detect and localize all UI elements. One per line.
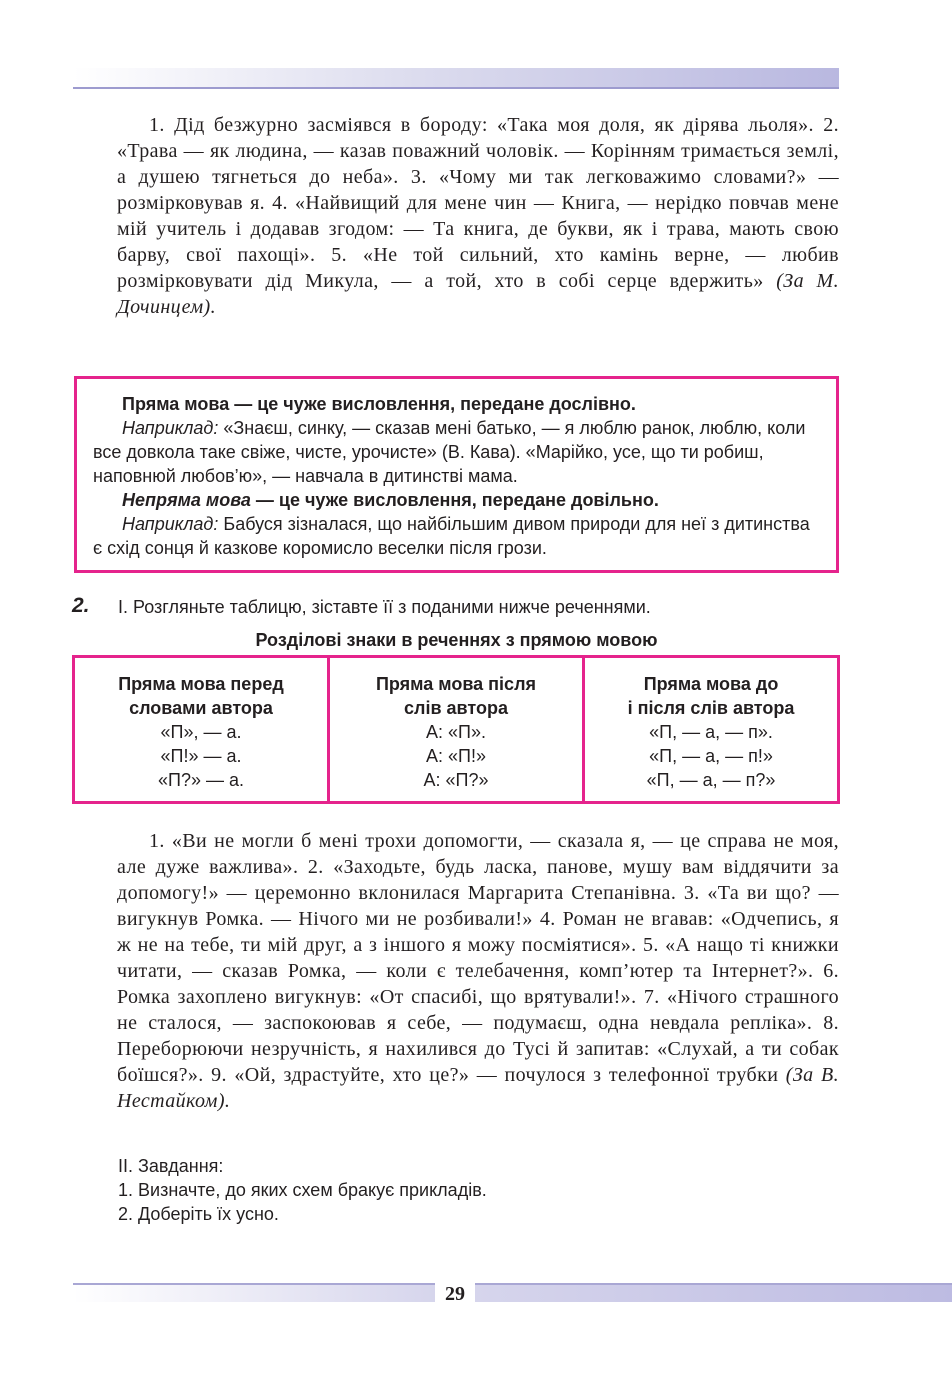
scheme-column-before <box>74 657 329 803</box>
scheme-pattern: «П, — а, — п?» <box>646 770 776 790</box>
indirect-speech-definition <box>93 488 820 512</box>
example-label: Наприклад: <box>122 418 219 438</box>
table-row <box>74 657 839 803</box>
indirect-speech-example <box>93 512 820 560</box>
footer-decor-bar-right <box>475 1283 952 1302</box>
scheme-pattern: «П», — а. <box>160 722 242 742</box>
scheme-column-around <box>584 657 839 803</box>
exercise-1-text <box>117 112 839 320</box>
scheme-pattern: «П!» — а. <box>160 746 242 766</box>
punctuation-scheme-table <box>72 655 840 804</box>
column-heading-line-2: і після слів автора <box>627 698 795 718</box>
scheme-pattern: А: «П!» <box>426 746 486 766</box>
table-title: Розділові знаки в реченнях з прямою мовою <box>255 630 658 650</box>
column-heading <box>334 672 578 720</box>
indirect-def-rest: — це чуже висловлення, передане довільно. <box>250 490 659 510</box>
exercise-2-sentences <box>117 828 839 1114</box>
indirect-speech-term: Непряма мова <box>122 490 251 510</box>
scheme-pattern: «П, — а, — п». <box>649 722 773 742</box>
exercise-number: 2. <box>72 594 90 617</box>
column-heading-line-2: слів автора <box>404 698 508 718</box>
scheme-pattern: А: «П». <box>426 722 486 742</box>
task-list <box>118 1154 487 1226</box>
scheme-column-after <box>329 657 584 803</box>
scheme-pattern: «П, — а, — п!» <box>649 746 773 766</box>
page-number: 29 <box>445 1283 465 1305</box>
column-heading-line-1: Пряма мова перед <box>118 674 284 694</box>
column-heading-line-2: словами автора <box>129 698 273 718</box>
indirect-example-text: Бабуся зізналася, що найбільшим дивом природи для неї з дитинства є схід сонця й казкове коромисло веселки після грози. <box>93 514 810 558</box>
column-heading <box>79 672 323 720</box>
header-decor-bar <box>73 68 839 89</box>
task-item: 2. Доберіть їх усно. <box>118 1204 279 1224</box>
column-heading-line-1: Пряма мова після <box>375 674 537 694</box>
exercise-2-source: (За В. Нестайком). <box>117 1064 839 1112</box>
footer-decor-bar-left <box>73 1283 435 1302</box>
exercise-instruction: І. Розгляньте таблицю, зіставте її з поданими нижче реченнями. <box>118 597 651 617</box>
column-heading-line-1: Пряма мова до <box>643 674 779 694</box>
scheme-pattern: А: «П?» <box>423 770 489 790</box>
exercise-1-source: (За М. Дочинцем). <box>117 270 839 318</box>
task-heading: ІІ. Завдання: <box>118 1156 224 1176</box>
exercise-2-body: 1. «Ви не могли б мені трохи допомогти, — сказала я, — це справа не моя, але дуже важлива». 2. «Заходьте, будь ласка, панове, мушу вам віддячити за допомогу!» — церемонно вклонилася Маргарита Степанівна. 3. «Та ви що? — вигукнув Ромка. — Нічого ми не розбивали!» 4. Роман не вгавав: «Одчепись, я ж не на тебе, ти мій друг, а з іншого я можу посміятися». 5. «А нащо ті книжки читати, — сказав Ромка, — коли є телебачення, комп’ютер та Інтернет?». 6. Ромка захоплено вигукнув: «От спасибі, що врятували!». 7. «Нічого страшного не сталося, — заспокоював я себе, — подумаєш, одна невдала репліка». 8. Переборюючи незручність, я нахилився до Тусі й запитав: «Слухай, а ти собак боїшся?». 9. «Ой, здрастуйте, хто це?» — почулося з телефонної трубки <box>117 830 839 1086</box>
direct-speech-definition: Пряма мова — це чуже висловлення, передане дослівно. <box>122 394 636 414</box>
scheme-pattern: «П?» — а. <box>158 770 244 790</box>
direct-example-text: «Знаєш, синку, — сказав мені батько, — я люблю ранок, люблю, коли все довкола таке свіже, чисте, урочисте» (В. Кава). «Марійко, усе, що ти робиш, наповнюй любов’ю», — навчала в дитинстві мама. <box>93 418 806 486</box>
direct-speech-example <box>93 416 820 488</box>
task-item: 1. Визначте, до яких схем бракує прикладів. <box>118 1180 487 1200</box>
rule-box <box>74 376 839 573</box>
example-label-2: Наприклад: <box>122 514 219 534</box>
column-heading <box>589 672 833 720</box>
exercise-1-body: 1. Дід безжурно засміявся в бороду: «Така моя доля, як дірява льоля». 2. «Трава — як людина, — казав поважний чоловік. — Корінням тримається землі, а душею тягнеться до неба». 3. «Чому ми так легковажимо словами?» — розмірковував я. 4. «Найвищий для мене чин — Книга, — нерідко повчав мене мій учитель і додавав згодом: — Та книга, де букви, як і трава, мають свою барву, свої пахощі». 5. «Не той сильний, хто камінь верне, — любив розмірковувати дід Микула, — а той, хто в собі серце вдержить» <box>117 114 839 292</box>
